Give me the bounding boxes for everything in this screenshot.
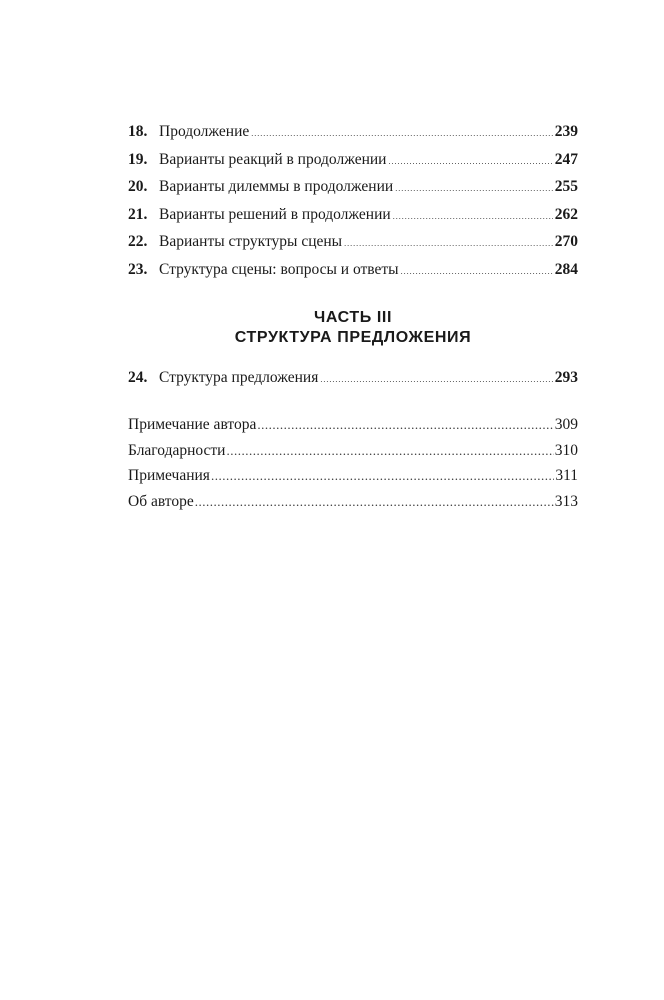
entry-title: Примечания	[128, 467, 210, 485]
back-matter	[128, 412, 578, 514]
chapter-number: 21.	[128, 205, 148, 223]
chapter-number: 22.	[128, 233, 148, 251]
toc-entry-acknowledgements[interactable]	[128, 438, 578, 464]
page-number: 255	[554, 178, 578, 196]
chapter-number: 24.	[128, 368, 148, 386]
chapter-title: Варианты дилеммы в продолжении	[159, 178, 394, 196]
part-heading	[128, 308, 578, 348]
entry-title: Благодарности	[128, 441, 226, 459]
dot-leader	[401, 258, 553, 286]
toc-entry-19[interactable]	[128, 146, 578, 174]
dot-leader	[211, 463, 554, 489]
dot-leader	[320, 366, 552, 394]
toc-entry-23[interactable]	[128, 256, 578, 284]
page-number: 270	[554, 233, 578, 251]
dot-leader	[393, 203, 553, 231]
page-number: 284	[554, 260, 578, 278]
toc-entry-author-note[interactable]	[128, 412, 578, 438]
part-title: СТРУКТУРА ПРЕДЛОЖЕНИЯ	[234, 328, 472, 346]
page-number: 310	[554, 441, 578, 459]
toc-entry-22[interactable]	[128, 228, 578, 256]
chapter-title: Варианты структуры сцены	[159, 233, 343, 251]
dot-leader	[226, 438, 553, 464]
chapter-number: 20.	[128, 178, 148, 196]
page-number: 313	[554, 492, 578, 510]
chapter-number: 19.	[128, 150, 148, 168]
dot-leader	[344, 230, 553, 258]
page-number: 239	[554, 123, 578, 140]
dot-leader	[195, 489, 554, 515]
dot-leader	[395, 175, 553, 203]
part-number: ЧАСТЬ III	[313, 308, 392, 326]
toc-entry-20[interactable]	[128, 173, 578, 201]
chapter-number: 18.	[128, 123, 148, 140]
page-number: 262	[554, 205, 578, 223]
chapter-number: 23.	[128, 260, 148, 278]
chapter-title: Продолжение	[159, 123, 250, 140]
dot-leader	[388, 148, 552, 176]
dot-leader	[251, 120, 552, 148]
toc-entry-notes[interactable]	[128, 463, 578, 489]
table-of-contents	[128, 118, 578, 514]
dot-leader	[257, 412, 553, 438]
chapter-title: Структура предложения	[159, 368, 319, 386]
toc-entry-about-author[interactable]	[128, 489, 578, 515]
page-number: 309	[554, 416, 578, 434]
chapter-title: Структура сцены: вопросы и ответы	[159, 260, 399, 278]
toc-entry-18[interactable]	[128, 118, 578, 146]
toc-entry-24[interactable]	[128, 364, 578, 392]
chapter-title: Варианты реакций в продолжении	[159, 150, 387, 168]
chapter-title: Варианты решений в продолжении	[159, 205, 391, 223]
entry-title: Примечание автора	[128, 416, 257, 434]
page-number: 293	[554, 368, 578, 386]
entry-title: Об авторе	[128, 492, 194, 510]
page-number: 311	[555, 467, 578, 485]
page-number: 247	[554, 150, 578, 168]
toc-entry-21[interactable]	[128, 201, 578, 229]
